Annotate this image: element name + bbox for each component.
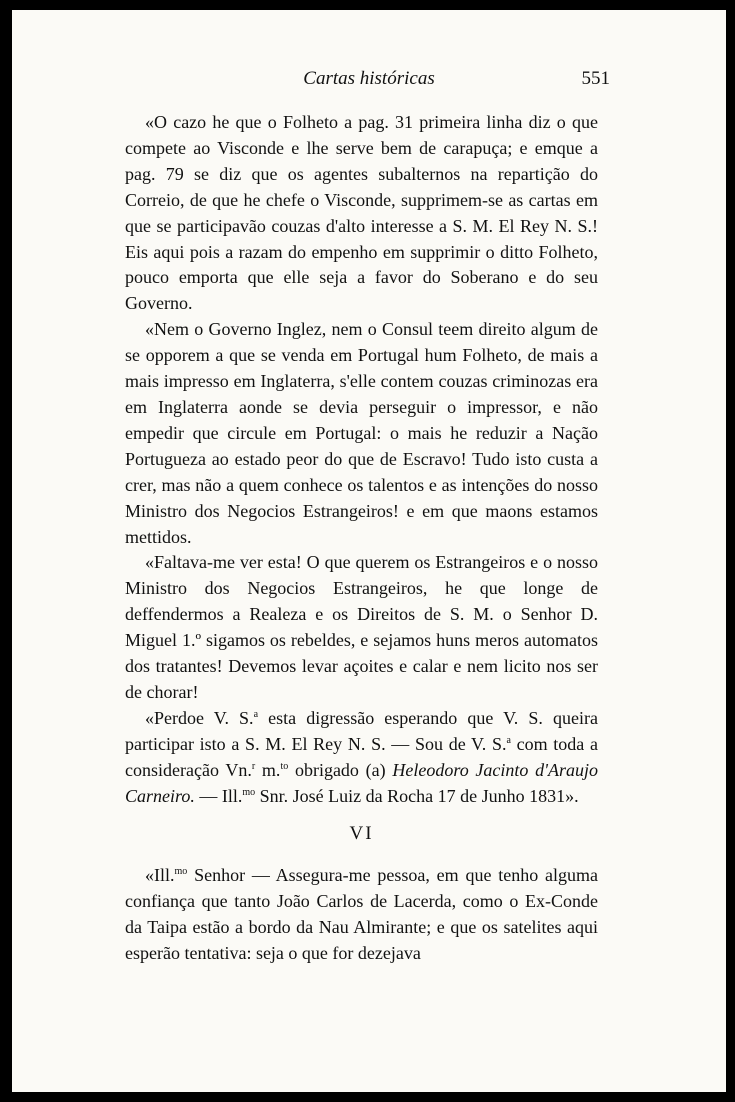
section-heading: VI [349, 823, 374, 845]
pvi-text-b: Senhor — Assegura-me pessoa, em que tenho alguma confiança que tanto João Carlos de Lacerda, como o Ex-Conde da Taipa estão a bordo da Nau Almirante; e que os satelites aqui esperão tentativa: seja o que for dezejava [125, 865, 598, 964]
p4-sup-5: mo [242, 786, 256, 798]
p4-sup-4: to [280, 760, 289, 772]
p4-sup-1: a [253, 708, 259, 720]
body-text [125, 110, 598, 967]
p4-sup-2: a [506, 734, 511, 746]
p4-text-d: m. [255, 759, 281, 780]
pvi-text-a: «Ill. [145, 865, 175, 886]
p4-text-b: esta digressão esperando que V. S. queira participar isto a S. M. El Rey N. S. — Sou de V. S. [125, 707, 598, 754]
book-page [12, 10, 726, 1092]
p4-sup-3: r [251, 760, 256, 772]
pvi-sup: mo [174, 866, 188, 878]
paragraph-4 [125, 706, 598, 810]
p4-text-e: obrigado (a) [288, 759, 393, 780]
p4-text-a: «Perdoe V. S. [145, 707, 254, 728]
p4-text-g: Snr. José Luiz da Rocha 17 de Junho 1831». [255, 785, 579, 806]
running-title: Cartas históricas [303, 68, 435, 89]
paragraph-3: «Faltava-me ver esta! O que querem os Estrangeiros e o nosso Ministro dos Negocios Estrangeiros, he que longe de deffendermos a Realeza e os Direitos de S. M. o Senhor D. Miguel 1.º sigamos os rebeldes, e sejamos huns meros automatos dos tratantes! Devemos levar açoites e calar e nem licito nos ser de chorar! [125, 552, 598, 702]
signatory-name: Heleodoro Jacinto d'Araujo Carneiro. [125, 759, 598, 806]
p4-text-c: com toda a consideração Vn. [125, 733, 598, 780]
paragraph-1: «O cazo he que o Folheto a pag. 31 primeira linha diz o que compete ao Visconde e lhe serve bem de carapuça; e emque a pag. 79 se diz que os agentes subalternos na repartição do Correio, de que he chefe o Visconde, supprimem-se as cartas em que se participavão couzas d'alto interesse a S. M. El Rey N. S.! Eis aqui pois a razam do empenho em supprimir o ditto Folheto, pouco emporta que elle seja a favor do Soberano e do seu Governo. [125, 112, 598, 314]
paragraph-2: «Nem o Governo Inglez, nem o Consul teem direito algum de se opporem a que se venda em Portugal hum Folheto, de mais a mais impresso em Inglaterra, s'elle contem couzas criminozas era em Inglaterra aonde se devia perseguir o impressor, e não empedir que circule em Portugal: o mais he reduzir a Nação Portugueza ao estado peor do que de Escravo! Tudo isto custa a crer, mas não a quem conhece os talentos e as intenções do nosso Ministro dos Negocios Estrangeiros! e em que maons estamos mettidos. [125, 319, 598, 547]
running-header [12, 68, 726, 98]
paragraph-vi [125, 863, 598, 967]
page-number: 551 [581, 68, 610, 89]
p4-text-f: — Ill. [194, 785, 243, 806]
